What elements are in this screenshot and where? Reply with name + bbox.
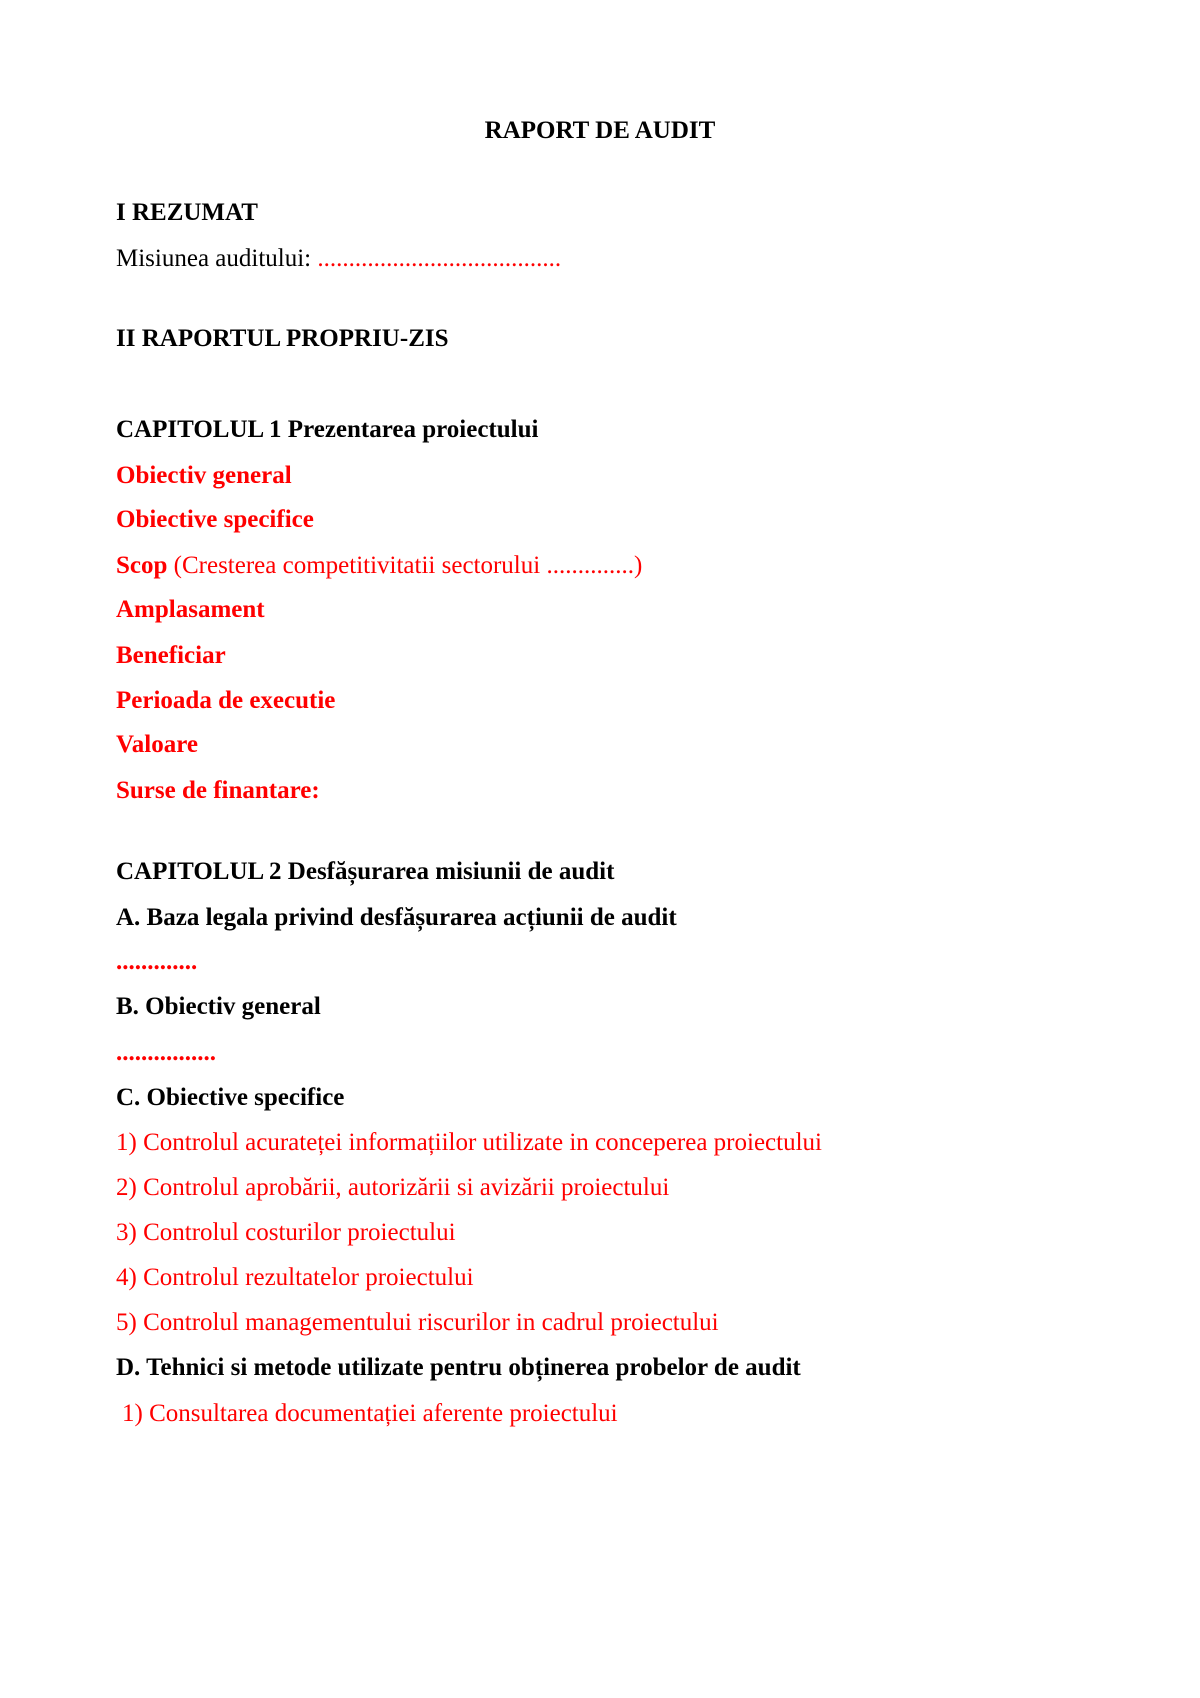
chapter2-heading: CAPITOLUL 2 Desfășurarea misiunii de audit xyxy=(116,858,615,885)
chapter1-surse: Surse de finantare: xyxy=(116,777,320,804)
chapter2-c-heading: C. Obiective specifice xyxy=(116,1084,345,1111)
chapter1-beneficiar: Beneficiar xyxy=(116,642,226,669)
chapter2-b-value: ................ xyxy=(116,1039,216,1066)
mission-line xyxy=(116,244,561,274)
scop-text: (Cresterea competitivitatii sectorului ..............) xyxy=(173,552,643,579)
chapter2-d-heading: D. Tehnici si metode utilizate pentru obținerea probelor de audit xyxy=(116,1354,801,1381)
chapter1-objective-specifice: Obiective specifice xyxy=(116,506,314,533)
mission-label: Misiunea auditului: xyxy=(116,245,312,272)
c-list-item: 1) Controlul acurateței informațiilor utilizate in conceperea proiectului xyxy=(116,1129,822,1156)
chapter1-objectiv-general: Obiectiv general xyxy=(116,462,292,489)
chapter1-scop-line xyxy=(116,551,642,581)
section-rezumat-heading: I REZUMAT xyxy=(116,199,258,226)
document-title: RAPORT DE AUDIT xyxy=(484,117,716,144)
chapter1-heading: CAPITOLUL 1 Prezentarea proiectului xyxy=(116,416,539,443)
chapter1-amplasament: Amplasament xyxy=(116,596,265,623)
section-raport-heading: II RAPORTUL PROPRIU-ZIS xyxy=(116,325,449,352)
c-list-item: 2) Controlul aprobării, autorizării si avizării proiectului xyxy=(116,1174,670,1201)
chapter1-perioada: Perioada de executie xyxy=(116,687,336,714)
d-list-item: 1) Consultarea documentației aferente proiectului xyxy=(122,1400,618,1427)
scop-label: Scop xyxy=(116,552,168,579)
mission-value: ....................................... xyxy=(317,245,562,272)
c-list-item: 4) Controlul rezultatelor proiectului xyxy=(116,1264,474,1291)
chapter2-b-heading: B. Obiectiv general xyxy=(116,993,321,1020)
c-list-item: 3) Controlul costurilor proiectului xyxy=(116,1219,456,1246)
chapter2-a-heading: A. Baza legala privind desfășurarea acțiunii de audit xyxy=(116,904,677,931)
chapter2-a-value: ............. xyxy=(116,948,198,975)
chapter1-valoare: Valoare xyxy=(116,731,198,758)
c-list-item: 5) Controlul managementului riscurilor in cadrul proiectului xyxy=(116,1309,719,1336)
